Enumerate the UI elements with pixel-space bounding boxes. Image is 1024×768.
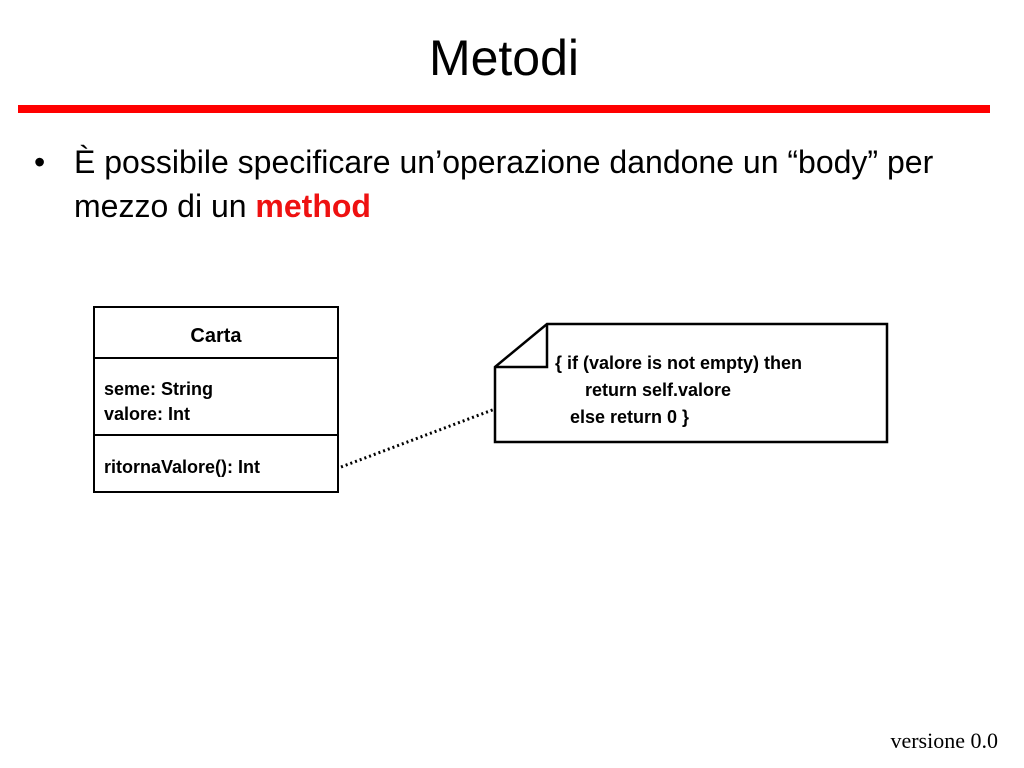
uml-class-box bbox=[93, 306, 339, 493]
operation-row: ritornaValore(): Int bbox=[104, 457, 261, 477]
class-attributes bbox=[95, 359, 337, 436]
note-line: else return 0 } bbox=[555, 407, 690, 427]
attribute-row: seme: String bbox=[104, 379, 214, 399]
slide-title: Metodi bbox=[428, 30, 580, 86]
note-body bbox=[555, 350, 885, 431]
bullet-highlight: method bbox=[255, 188, 371, 224]
attribute-row: valore: Int bbox=[104, 404, 191, 424]
bullet-body: È possibile specificare un’operazione dandone un “body” per mezzo di un bbox=[74, 144, 934, 224]
note-line: return self.valore bbox=[555, 380, 732, 400]
class-name: Carta bbox=[95, 308, 337, 359]
class-operations bbox=[95, 436, 337, 491]
bullet-icon: • bbox=[34, 144, 46, 180]
note-line: { if (valore is not empty) then bbox=[555, 353, 803, 373]
version-footer: versione 0.0 bbox=[890, 728, 998, 753]
note-anchor-line bbox=[341, 409, 495, 467]
